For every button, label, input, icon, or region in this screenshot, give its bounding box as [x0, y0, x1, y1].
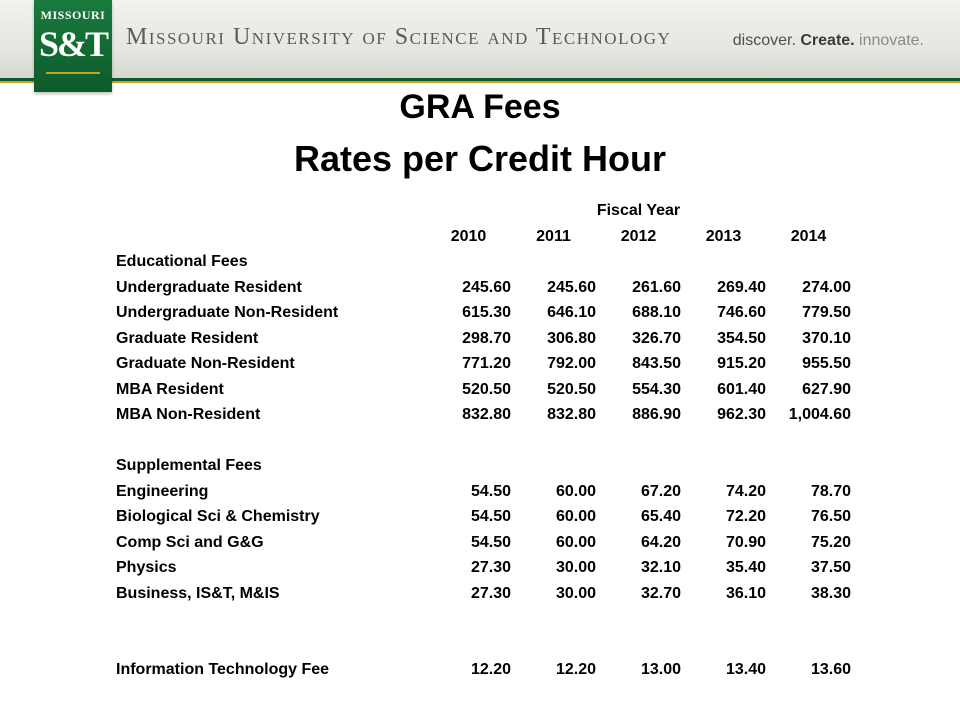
year-header: 2014 [790, 227, 827, 245]
fiscal-year-label: Fiscal Year [596, 202, 681, 219]
year-header: 2010 [450, 227, 487, 245]
spacer-row [116, 632, 851, 658]
fee-value-cell: 30.00 [555, 584, 596, 602]
fee-value-cell: 326.70 [632, 329, 681, 347]
year-header: 2011 [536, 227, 571, 245]
row-label: Graduate Resident [116, 329, 259, 347]
fee-value-cell: 65.40 [640, 508, 681, 525]
fee-value-cell: 13.60 [810, 661, 851, 678]
fee-value-cell: 70.90 [725, 533, 766, 551]
fee-value-cell: 60.00 [555, 533, 596, 551]
fiscal-year-row [116, 198, 851, 224]
fee-value-cell: 27.30 [470, 559, 511, 576]
educational-fee-row [116, 377, 851, 403]
year-header: 2013 [705, 227, 742, 245]
fee-value-cell: 1,004.60 [788, 406, 851, 423]
tagline-discover: discover. [732, 32, 801, 49]
educational-fee-row [116, 300, 851, 326]
fee-value-cell: 746.60 [717, 304, 766, 321]
fee-value-cell: 32.70 [640, 584, 681, 602]
fee-value-cell: 13.00 [640, 661, 681, 678]
fee-value-cell: 354.50 [717, 329, 766, 347]
fee-value-cell: 298.70 [462, 329, 511, 347]
educational-fee-row [116, 351, 851, 377]
educational-fees-heading: Educational Fees [116, 253, 248, 270]
fee-value-cell: 36.10 [725, 584, 766, 602]
spacer-row [116, 606, 851, 632]
row-label: Physics [116, 559, 177, 576]
fee-value-cell: 915.20 [717, 355, 766, 372]
fee-value-cell: 60.00 [555, 482, 596, 500]
fee-value-cell: 779.50 [802, 304, 851, 321]
supplemental-fees-heading: Supplemental Fees [116, 457, 262, 474]
fee-value-cell: 245.60 [462, 278, 511, 296]
year-header: 2012 [620, 227, 657, 245]
fee-value-cell: 54.50 [470, 508, 511, 525]
fee-value-cell: 627.90 [802, 380, 851, 398]
row-label: Undergraduate Resident [116, 278, 302, 296]
fee-value-cell: 601.40 [717, 380, 766, 398]
fee-value-cell: 27.30 [470, 584, 511, 602]
fee-value-cell: 75.20 [810, 533, 851, 551]
fee-value-cell: 832.80 [462, 406, 511, 423]
fee-value-cell: 886.90 [632, 406, 681, 423]
fee-value-cell: 274.00 [802, 278, 851, 296]
fee-value-cell: 76.50 [810, 508, 851, 525]
fee-value-cell: 554.30 [632, 380, 681, 398]
tagline-create: Create. [800, 32, 855, 49]
fee-value-cell: 74.20 [725, 482, 766, 500]
fee-value-cell: 962.30 [717, 406, 766, 423]
university-logo [34, 0, 112, 92]
section-heading-row [116, 453, 851, 479]
row-label: MBA Resident [116, 380, 224, 398]
supplemental-fee-row [116, 555, 851, 581]
fee-value-cell: 78.70 [810, 482, 851, 500]
header-stripe-gold [0, 81, 960, 83]
row-label: Graduate Non-Resident [116, 355, 295, 372]
fee-value-cell: 35.40 [725, 559, 766, 576]
page-title: GRA Fees [399, 88, 561, 126]
educational-fee-row [116, 275, 851, 301]
fee-value-cell: 54.50 [470, 533, 511, 551]
educational-fee-row [116, 402, 851, 428]
fee-value-cell: 30.00 [555, 559, 596, 576]
fee-value-cell: 646.10 [547, 304, 596, 321]
supplemental-fee-row [116, 530, 851, 556]
tagline [733, 32, 924, 50]
fee-value-cell: 54.50 [470, 482, 511, 500]
it-fee-row [116, 657, 851, 683]
fee-value-cell: 520.50 [547, 380, 596, 398]
section-heading-row [116, 249, 851, 275]
row-label: Engineering [116, 482, 209, 500]
fee-value-cell: 67.20 [640, 482, 681, 500]
fee-value-cell: 306.80 [547, 329, 596, 347]
fee-value-cell: 792.00 [547, 355, 596, 372]
supplemental-fee-row [116, 581, 851, 607]
row-label: MBA Non-Resident [116, 406, 261, 423]
row-label: Business, IS&T, M&IS [116, 584, 280, 602]
logo-top-text: MISSOURI [40, 8, 106, 22]
fee-value-cell: 60.00 [555, 508, 596, 525]
logo-main-text: S&T [38, 24, 108, 64]
fee-value-cell: 38.30 [810, 584, 851, 602]
fee-value-cell: 955.50 [802, 355, 851, 372]
fee-value-cell: 245.60 [547, 278, 596, 296]
fee-value-cell: 843.50 [632, 355, 681, 372]
fee-value-cell: 64.20 [640, 533, 681, 551]
fees-table [116, 198, 851, 683]
fee-value-cell: 261.60 [632, 278, 681, 296]
fee-value-cell: 771.20 [462, 355, 511, 372]
fee-value-cell: 269.40 [717, 278, 766, 296]
educational-fee-row [116, 326, 851, 352]
supplemental-fee-row [116, 504, 851, 530]
row-label: Undergraduate Non-Resident [116, 304, 339, 321]
fee-value-cell: 832.80 [547, 406, 596, 423]
row-label: Comp Sci and G&G [116, 533, 264, 551]
fee-value-cell: 615.30 [462, 304, 511, 321]
fee-value-cell: 12.20 [555, 661, 596, 678]
spacer-row [116, 428, 851, 454]
page-subtitle: Rates per Credit Hour [293, 138, 667, 179]
university-name: Missouri University of Science and Technology [126, 24, 672, 50]
fee-value-cell: 520.50 [462, 380, 511, 398]
supplemental-fee-row [116, 479, 851, 505]
tagline-innovate: innovate. [854, 32, 924, 49]
row-label: Information Technology Fee [116, 661, 330, 678]
fee-value-cell: 688.10 [632, 304, 681, 321]
fee-value-cell: 37.50 [810, 559, 851, 576]
fee-value-cell: 13.40 [725, 661, 766, 678]
fee-value-cell: 12.20 [470, 661, 511, 678]
fee-value-cell: 72.20 [725, 508, 766, 525]
year-header-row [116, 224, 851, 250]
fee-value-cell: 370.10 [802, 329, 851, 347]
logo-rule [46, 72, 100, 74]
fee-value-cell: 32.10 [640, 559, 681, 576]
row-label: Biological Sci & Chemistry [116, 508, 320, 525]
